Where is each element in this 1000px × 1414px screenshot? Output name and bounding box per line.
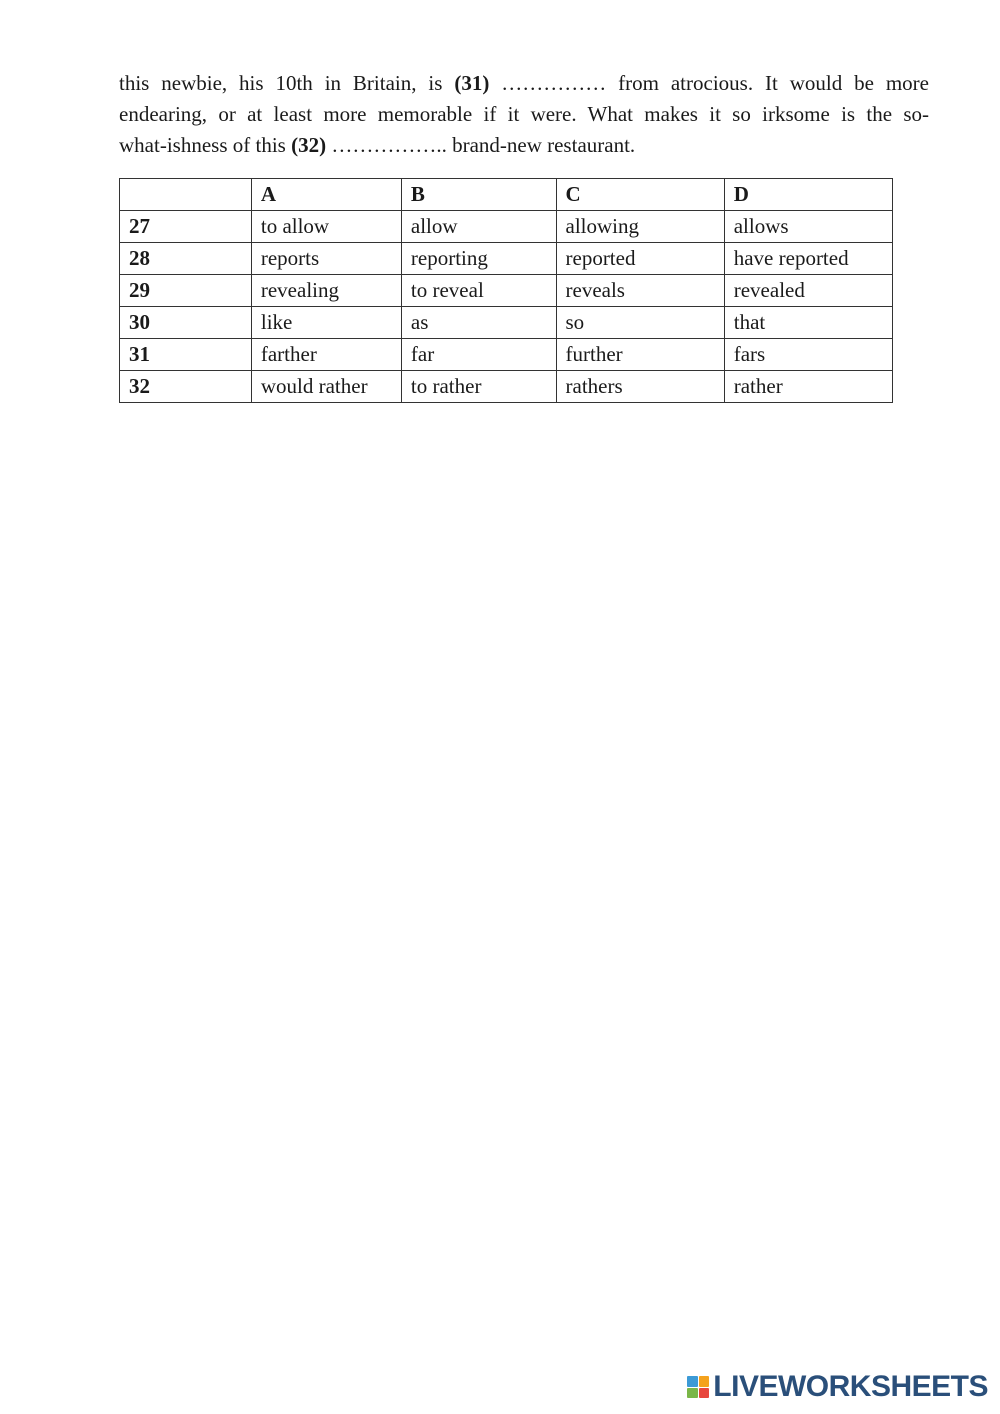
question-number: 28 <box>120 243 252 275</box>
logo-square-2 <box>699 1376 710 1387</box>
table-header-row <box>120 179 893 211</box>
option-c: rathers <box>556 371 724 403</box>
table-row <box>120 339 893 371</box>
question-number: 32 <box>120 371 252 403</box>
option-d: that <box>724 307 892 339</box>
question-number: 30 <box>120 307 252 339</box>
passage-line-2: endearing, or at least more memorable if it were. What makes it so irksome is the so- <box>119 102 929 126</box>
header-option-a: A <box>251 179 401 211</box>
option-a: revealing <box>251 275 401 307</box>
option-a: to allow <box>251 211 401 243</box>
option-b: allow <box>401 211 556 243</box>
option-b: to reveal <box>401 275 556 307</box>
option-a: reports <box>251 243 401 275</box>
header-option-d: D <box>724 179 892 211</box>
option-c: further <box>556 339 724 371</box>
header-option-c: C <box>556 179 724 211</box>
table-row <box>120 211 893 243</box>
question-number: 29 <box>120 275 252 307</box>
option-c: reveals <box>556 275 724 307</box>
option-b: as <box>401 307 556 339</box>
option-a: farther <box>251 339 401 371</box>
option-d: rather <box>724 371 892 403</box>
header-blank <box>120 179 252 211</box>
option-a: like <box>251 307 401 339</box>
passage-line-1: this newbie, his 10th in Britain, is (31) …………… from atrocious. It would be more <box>119 71 930 95</box>
question-number: 31 <box>120 339 252 371</box>
option-c: reported <box>556 243 724 275</box>
logo-square-4 <box>699 1388 710 1399</box>
option-b: reporting <box>401 243 556 275</box>
option-b: to rather <box>401 371 556 403</box>
table-row <box>120 243 893 275</box>
option-c: so <box>556 307 724 339</box>
liveworksheets-logo-icon <box>687 1376 709 1398</box>
answer-options-table <box>119 178 893 403</box>
option-d: allows <box>724 211 892 243</box>
brand-text: LIVEWORKSHEETS <box>713 1370 988 1403</box>
option-a: would rather <box>251 371 401 403</box>
option-b: far <box>401 339 556 371</box>
table-row <box>120 307 893 339</box>
option-d: fars <box>724 339 892 371</box>
passage-text <box>119 68 929 161</box>
header-option-b: B <box>401 179 556 211</box>
table-row <box>120 275 893 307</box>
question-number-32: (32) <box>291 133 327 157</box>
option-d: revealed <box>724 275 892 307</box>
option-c: allowing <box>556 211 724 243</box>
liveworksheets-brand[interactable] <box>687 1370 988 1404</box>
logo-square-1 <box>687 1376 698 1387</box>
question-number: 27 <box>120 211 252 243</box>
logo-square-3 <box>687 1388 698 1399</box>
passage-line-3: what-ishness of this (32) …………….. brand-new restaurant. <box>119 133 636 157</box>
option-d: have reported <box>724 243 892 275</box>
question-number-31: (31) <box>454 71 490 95</box>
table-row <box>120 371 893 403</box>
